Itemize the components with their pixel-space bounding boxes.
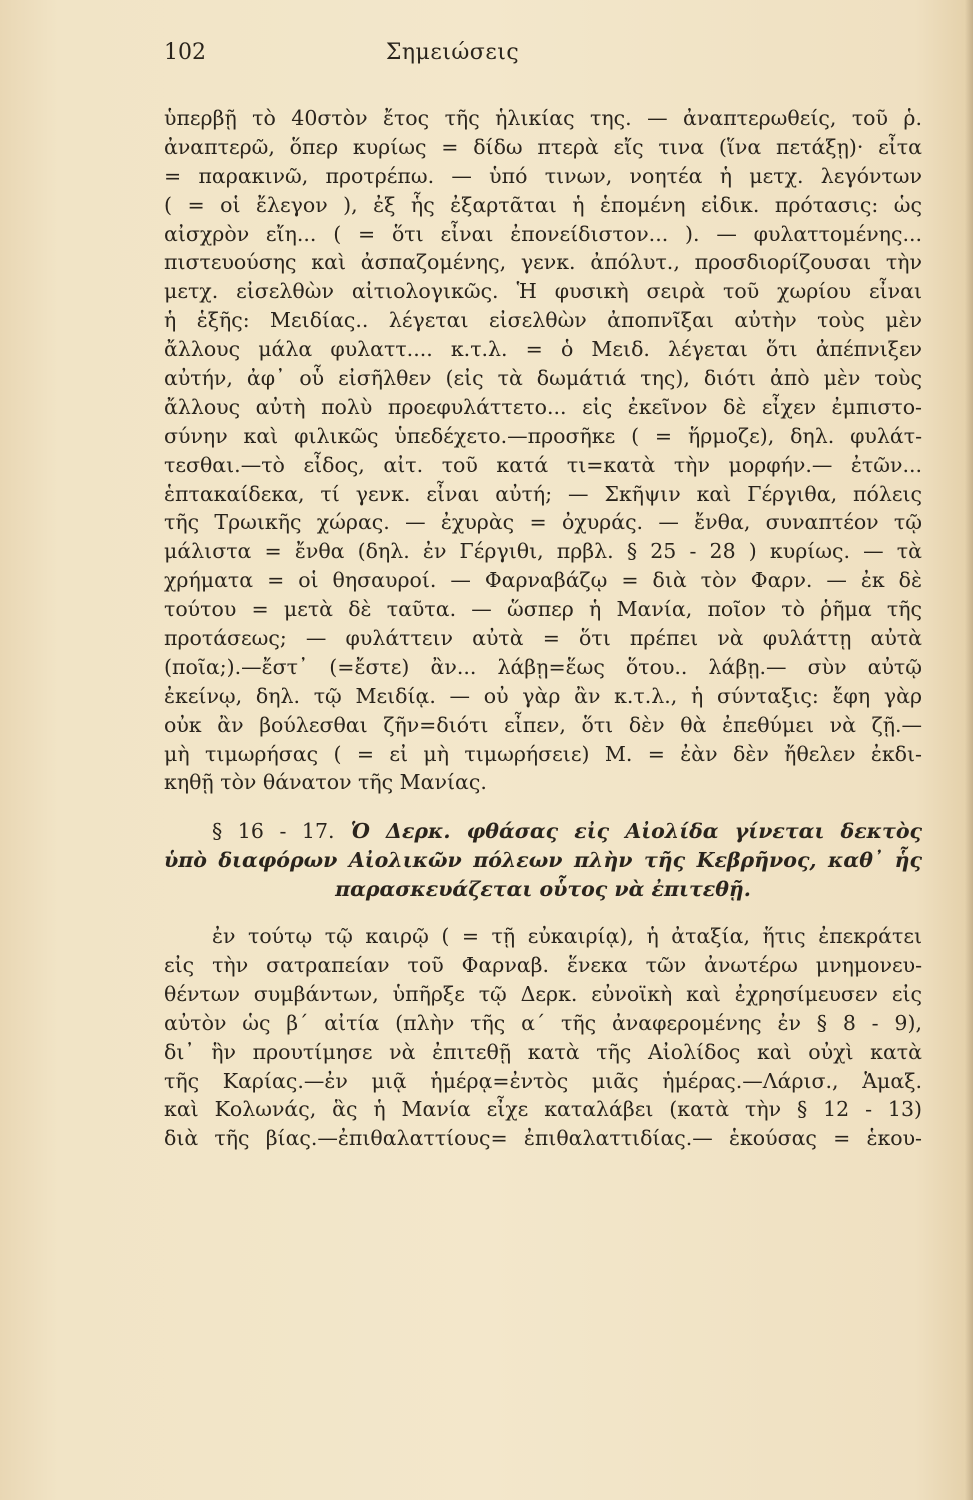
text-line: οὐκ ἂν βούλεσθαι ζῆν=διότι εἶπεν, ὅτι δὲν θὰ ἐπεθύμει νὰ ζῇ.— <box>164 712 922 737</box>
text-line: ἐκείνῳ, δηλ. τῷ Μειδίᾳ. — οὐ γὰρ ἂν κ.τ.λ., ἡ σύνταξις: ἔφη γὰρ <box>164 683 922 708</box>
text-line: αἰσχρὸν εἴη... ( = ὅτι εἶναι ἐπονείδιστον... ). — φυλαττομένης... <box>164 221 922 246</box>
text-line: ἄλλους αὐτὴ πολὺ προεφυλάττετο... εἰς ἐκεῖνον δὲ εἶχεν ἐμπιστο- <box>164 394 922 419</box>
text-line: καὶ Κολωνάς, ἃς ἡ Μανία εἶχε καταλάβει (κατὰ τὴν § 12 - 13) <box>164 1097 922 1122</box>
heading-line <box>164 817 922 846</box>
text-line: (ποῖα;).—ἔστ᾿ (=ἔστε) ἂν... λάβῃ=ἕως ὅτου.. λάβῃ.— σὺν αὐτῷ <box>164 654 922 679</box>
text-line: τούτου = μετὰ δὲ ταῦτα. — ὥσπερ ἡ Μανία, ποῖον τὸ ῥῆμα τῆς <box>164 597 922 622</box>
running-title: Σημειώσεις <box>385 40 520 65</box>
text-line: διὰ τῆς βίας.—ἐπιθαλαττίους= ἐπιθαλαττιδίας.— ἑκούσας = ἑκου- <box>164 1126 922 1151</box>
page-body <box>164 104 922 1153</box>
text-line: μετχ. εἰσελθὼν αἰτιολογικῶς. Ἡ φυσικὴ σειρὰ τοῦ χωρίου εἶναι <box>164 279 922 304</box>
text-line: πιστευούσης καὶ ἀσπαζομένης, γενκ. ἀπόλυτ., προσδιορίζουσαι τὴν <box>164 250 922 275</box>
text-line: ἐν τούτῳ τῷ καιρῷ ( = τῇ εὐκαιρίᾳ), ἡ ἀταξία, ἥτις ἐπεκράτει <box>212 924 922 949</box>
page-header <box>164 40 741 74</box>
text-line: θέντων συμβάντων, ὑπῆρξε τῷ Δερκ. εὐνοϊκὴ καὶ ἐχρησίμευσεν εἰς <box>164 981 922 1006</box>
text-line: μάλιστα = ἔνθα (δηλ. ἐν Γέργιθι, πρβλ. § 25 - 28 ) κυρίως. — τὰ <box>164 539 922 564</box>
text-line: δι᾿ ἣν προυτίμησε νὰ ἐπιτεθῇ κατὰ τῆς Αἰολίδος καὶ οὐχὶ κατὰ <box>164 1039 922 1064</box>
section-heading <box>164 817 922 904</box>
text-line: ἄλλους μάλα φυλαττ.... κ.τ.λ. = ὁ Μειδ. λέγεται ὅτι ἀπέπνιξεν <box>164 337 922 362</box>
text-line: τῆς Καρίας.—ἐν μιᾷ ἡμέρᾳ=ἐντὸς μιᾶς ἡμέρας.—Λάρισ., Ἁμαξ. <box>164 1068 922 1093</box>
heading-text: Ὁ Δερκ. φθάσας εἰς Αἰολίδα γίνεται δεκτὸς <box>350 819 922 844</box>
text-line: ὑπερβῇ τὸ 40στὸν ἔτος τῆς ἡλικίας της. — ἀναπτερωθείς, τοῦ ῥ. <box>164 106 922 130</box>
text-line: ἀναπτερῶ, ὅπερ κυρίως = δίδω πτερὰ εἴς τινα (ἵνα πετάξῃ)· εἶτα <box>164 134 922 159</box>
text-line: τεσθαι.—τὸ εἶδος, αἰτ. τοῦ κατά τι=κατὰ τὴν μορφήν.— ἐτῶν... <box>164 452 922 477</box>
text-line: εἰς τὴν σατραπείαν τοῦ Φαρναβ. ἕνεκα τῶν ἀνωτέρω μνημονευ- <box>164 952 922 977</box>
text-line: ( = οἱ ἔλεγον ), ἐξ ἧς ἐξαρτᾶται ἡ ἑπομένη εἰδικ. πρότασις: ὡς <box>164 192 922 217</box>
text-line: τῆς Τρωικῆς χώρας. — ἐχυρὰς = ὀχυράς. — ἔνθα, συναπτέον τῷ <box>164 510 922 535</box>
text-line: = παρακινῶ, προτρέπω. — ὑπό τινων, νοητέα ἡ μετχ. λεγόντων <box>164 163 922 188</box>
text-line: αὐτήν, ἀφ᾿ οὗ εἰσῆλθεν (εἰς τὰ δωμάτιά της), διότι ἀπὸ μὲν τοὺς <box>164 366 922 391</box>
paragraph-notes-1 <box>164 104 922 797</box>
heading-line: ὑπὸ διαφόρων Αἰολικῶν πόλεων πλὴν τῆς Κεβρῆνος, καθ᾿ ἧς <box>164 848 922 873</box>
paragraph-notes-2 <box>164 922 922 1153</box>
text-line: μὴ τιμωρήσας ( = εἰ μὴ τιμωρήσειε) Μ. = ἐὰν δὲν ἤθελεν ἐκδι- <box>164 741 922 766</box>
heading-line: παρασκευάζεται οὗτος νὰ ἐπιτεθῇ. <box>335 877 751 902</box>
text-line: αὐτὸν ὡς β´ αἰτία (πλὴν τῆς α´ τῆς ἀναφερομένης ἐν § 8 - 9), <box>164 1010 922 1035</box>
text-line: ἡ ἑξῆς: Μειδίας.. λέγεται εἰσελθὼν ἀποπνῖξαι αὐτὴν τοὺς μὲν <box>164 308 922 333</box>
text-line: προτάσεως; — φυλάττειν αὐτὰ = ὅτι πρέπει νὰ φυλάττῃ αὐτὰ <box>164 626 922 651</box>
section-ref: § 16 - 17. <box>212 819 335 844</box>
text-line: κηθῇ τὸν θάνατον τῆς Μανίας. <box>164 770 487 795</box>
text-line: σύνην καὶ φιλικῶς ὑπεδέχετο.—προσῆκε ( = ἥρμοζε), δηλ. φυλάτ- <box>164 423 922 448</box>
text-line: ἑπτακαίδεκα, τί γενκ. εἶναι αὐτή; — Σκῆψιν καὶ Γέργιθα, πόλεις <box>164 481 922 506</box>
page-number: 102 <box>164 40 206 65</box>
text-line: χρήματα = οἱ θησαυροί. — Φαρναβάζῳ = διὰ τὸν Φαρν. — ἐκ δὲ <box>164 568 922 593</box>
